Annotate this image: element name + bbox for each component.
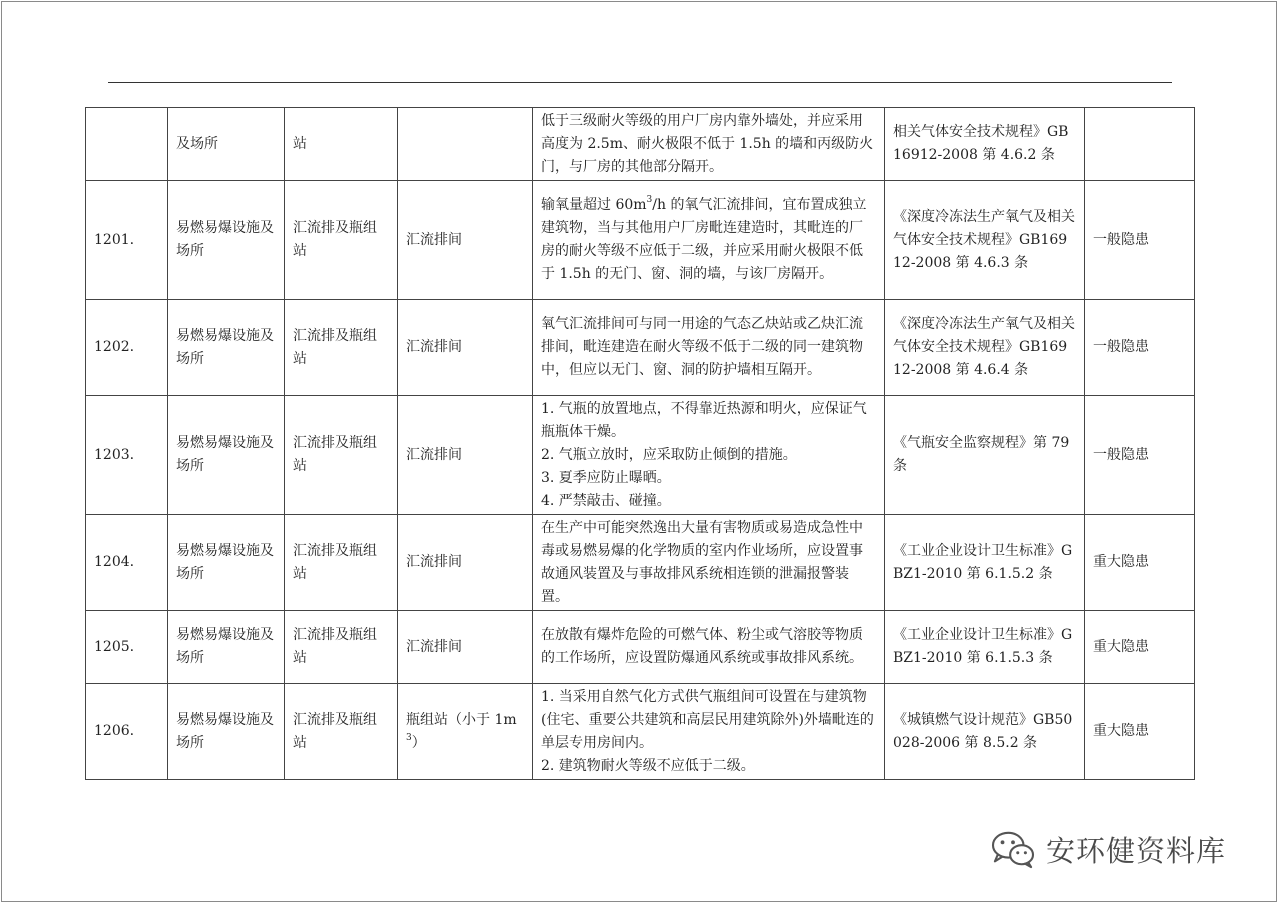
basis-cell: 《气瓶安全监察规程》第 79 条 (885, 396, 1085, 515)
hazard-table (85, 107, 1195, 780)
level-cell: 一般隐患 (1085, 181, 1195, 300)
table-row (86, 684, 1195, 780)
level-cell: 一般隐患 (1085, 300, 1195, 396)
basis-cell: 相关气体安全技术规程》GB16912-2008 第 4.6.2 条 (885, 108, 1085, 181)
area-cell: 汇流排间 (398, 300, 533, 396)
area-cell: 汇流排间 (398, 181, 533, 300)
requirement-cell (533, 684, 885, 780)
superscript: 3 (646, 195, 653, 205)
requirement-line: 1. 当采用自然气化方式供气瓶组间可设置在与建筑物(住宅、重要公共建筑和高层民用建筑除外)外墙毗连的单层专用房间内。 (541, 688, 874, 751)
basis-cell: 《深度冷冻法生产氧气及相关气体安全技术规程》GB16912-2008 第 4.6.3 条 (885, 181, 1085, 300)
table-row (86, 611, 1195, 684)
row-number: 1203. (86, 396, 168, 515)
level-cell: 一般隐患 (1085, 396, 1195, 515)
requirement-cell (533, 611, 885, 684)
facility-cell: 汇流排及瓶组站 (285, 181, 398, 300)
requirement-line: 在生产中可能突然逸出大量有害物质或易造成急性中毒或易燃易爆的化学物质的室内作业场所，应设置事故通风装置及与事故排风系统相连锁的泄漏报警装置。 (541, 519, 863, 605)
requirement-line: 氧气汇流排间可与同一用途的气态乙炔站或乙炔汇流排间，毗连建造在耐火等级不低于二级的同一建筑物中，但应以无门、窗、洞的防护墙相互隔开。 (541, 316, 863, 378)
superscript: 3 (406, 732, 412, 743)
row-number: 1202. (86, 300, 168, 396)
requirement-cell (533, 181, 885, 300)
category-cell: 易燃易爆设施及场所 (168, 611, 285, 684)
facility-cell: 站 (285, 108, 398, 181)
requirement-line: 在放散有爆炸危险的可燃气体、粉尘或气溶胶等物质的工作场所，应设置防爆通风系统或事故排风系统。 (541, 627, 863, 666)
requirement-line: 1. 气瓶的放置地点，不得靠近热源和明火，应保证气瓶瓶体干燥。 (541, 400, 867, 440)
facility-cell: 汇流排及瓶组站 (285, 396, 398, 515)
category-cell: 易燃易爆设施及场所 (168, 684, 285, 780)
table-row (86, 515, 1195, 611)
level-cell (1085, 108, 1195, 181)
area-text-end: ） (411, 734, 426, 751)
row-number: 1206. (86, 684, 168, 780)
area-cell (398, 108, 533, 181)
requirement-line: 2. 气瓶立放时，应采取防止倾倒的措施。 (541, 446, 797, 463)
category-cell: 易燃易爆设施及场所 (168, 515, 285, 611)
requirement-cell (533, 108, 885, 181)
watermark-text: 安环健资料库 (1046, 833, 1227, 868)
level-cell: 重大隐患 (1085, 684, 1195, 780)
requirement-line: 4. 严禁敲击、碰撞。 (541, 492, 671, 509)
requirement-text-start: 输氧量超过 60m (541, 197, 647, 213)
row-number (86, 108, 168, 181)
basis-cell: 《城镇燃气设计规范》GB50028-2006 第 8.5.2 条 (885, 684, 1085, 780)
requirement-cell (533, 515, 885, 611)
requirement-text-end: /h 的氧气汇流排间，宜布置成独立建筑物，当与其他用户厂房毗连建造时，其毗连的厂房的耐火等级不应低于二级，并应采用耐火极限不低于 1.5h 的无门、窗、洞的墙，与该厂房隔开。 (541, 197, 867, 282)
basis-cell: 《深度冷冻法生产氧气及相关气体安全技术规程》GB16912-2008 第 4.6.4 条 (885, 300, 1085, 396)
requirement-line: 2. 建筑物耐火等级不应低于二级。 (541, 757, 755, 774)
facility-cell: 汇流排及瓶组站 (285, 515, 398, 611)
area-cell: 汇流排间 (398, 396, 533, 515)
header-rule (108, 82, 1172, 83)
table-row (86, 300, 1195, 396)
category-cell: 易燃易爆设施及场所 (168, 181, 285, 300)
category-cell: 及场所 (168, 108, 285, 181)
requirement-line: 低于三级耐火等级的用户厂房内靠外墙处，并应采用高度为 2.5m、耐火极限不低于 1.5h 的墙和丙级防火门，与厂房的其他部分隔开。 (541, 112, 874, 175)
facility-cell: 汇流排及瓶组站 (285, 684, 398, 780)
basis-cell: 《工业企业设计卫生标准》GBZ1-2010 第 6.1.5.3 条 (885, 611, 1085, 684)
row-number: 1201. (86, 181, 168, 300)
requirement-cell (533, 300, 885, 396)
basis-cell: 《工业企业设计卫生标准》GBZ1-2010 第 6.1.5.2 条 (885, 515, 1085, 611)
facility-cell: 汇流排及瓶组站 (285, 300, 398, 396)
table-row (86, 108, 1195, 181)
facility-cell: 汇流排及瓶组站 (285, 611, 398, 684)
row-number: 1204. (86, 515, 168, 611)
requirement-line: 3. 夏季应防止曝晒。 (541, 469, 671, 486)
requirement-cell (533, 396, 885, 515)
category-cell: 易燃易爆设施及场所 (168, 396, 285, 515)
level-cell: 重大隐患 (1085, 611, 1195, 684)
table-row (86, 396, 1195, 515)
row-number: 1205. (86, 611, 168, 684)
area-cell (398, 684, 533, 780)
wechat-icon (990, 829, 1036, 869)
area-cell: 汇流排间 (398, 611, 533, 684)
watermark (990, 826, 1226, 872)
area-text-start: 瓶组站（小于 1m (406, 711, 517, 728)
table-row (86, 181, 1195, 300)
area-cell: 汇流排间 (398, 515, 533, 611)
category-cell: 易燃易爆设施及场所 (168, 300, 285, 396)
level-cell: 重大隐患 (1085, 515, 1195, 611)
